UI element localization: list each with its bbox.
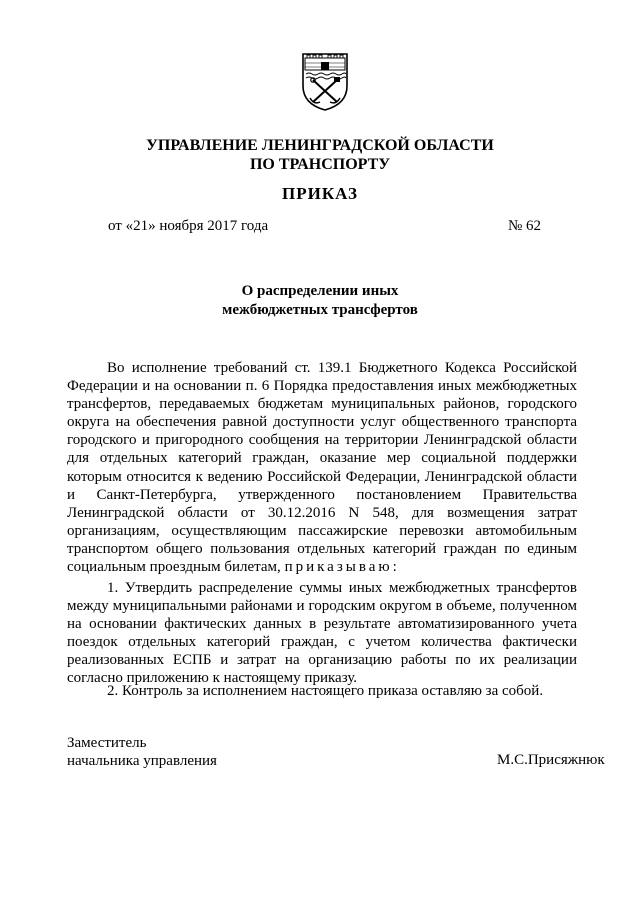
document-date: от «21» ноября 2017 года xyxy=(108,218,269,234)
signatory-name: М.С.Присяжнюк xyxy=(497,752,605,768)
organization-name-line-2: ПО ТРАНСПОРТУ xyxy=(249,156,391,173)
subject-line-2: межбюджетных трансфертов xyxy=(222,302,418,318)
preamble-text: Во исполнение требований ст. 139.1 Бюджетного Кодекса Российской Федерации и на основании п. 6 Порядка предоставления иных межбюджетных трансфертов, передаваемых бюджетам муниципальных районов, городского округа на обеспечения равной доступности услуг общественного транспорта городского и пригородного сообщения на территории Ленинградской области для отдельных категорий граждан, оказание мер социальной поддержки которым относится к ведению Российской Федерации, Ленинградской области и Санкт-Петербурга, утвержденного постановлением Правительства Ленинградской области от 30.12.2016 N 548, для возмещения затрат организациям, осуществляющим пассажирские перевозки автомобильным транспортом общего пользования отдельных категорий граждан по единым социальным проездным билетам, xyxy=(67,360,577,576)
document-number: № 62 xyxy=(508,218,542,234)
organization-name-line-1: УПРАВЛЕНИЕ ЛЕНИНГРАДСКОЙ ОБЛАСТИ xyxy=(146,137,494,154)
signatory-role-line-1: Заместитель xyxy=(67,735,147,751)
document-type-title: ПРИКАЗ xyxy=(282,184,358,203)
signatory-role-line-2: начальника управления xyxy=(67,753,217,769)
order-item-1: 1. Утвердить распределение суммы иных межбюджетных трансфертов между муниципальными районами и городским округом в объеме, полученном на основании фактических данных в результате автоматизированного учета поездок отдельных категорий граждан, с учетом количества фактически реализованных ЕСПБ и затрат на организацию работы по их реализации согласно приложению к настоящему приказу. xyxy=(67,580,577,687)
order-item-2: 2. Контроль за исполнением настоящего приказа оставляю за собой. xyxy=(107,683,544,699)
subject-line-1: О распределении иных xyxy=(241,283,399,299)
leningrad-oblast-coat-of-arms-icon xyxy=(300,50,350,112)
order-word: приказываю: xyxy=(284,559,400,576)
preamble-paragraph xyxy=(67,359,577,576)
